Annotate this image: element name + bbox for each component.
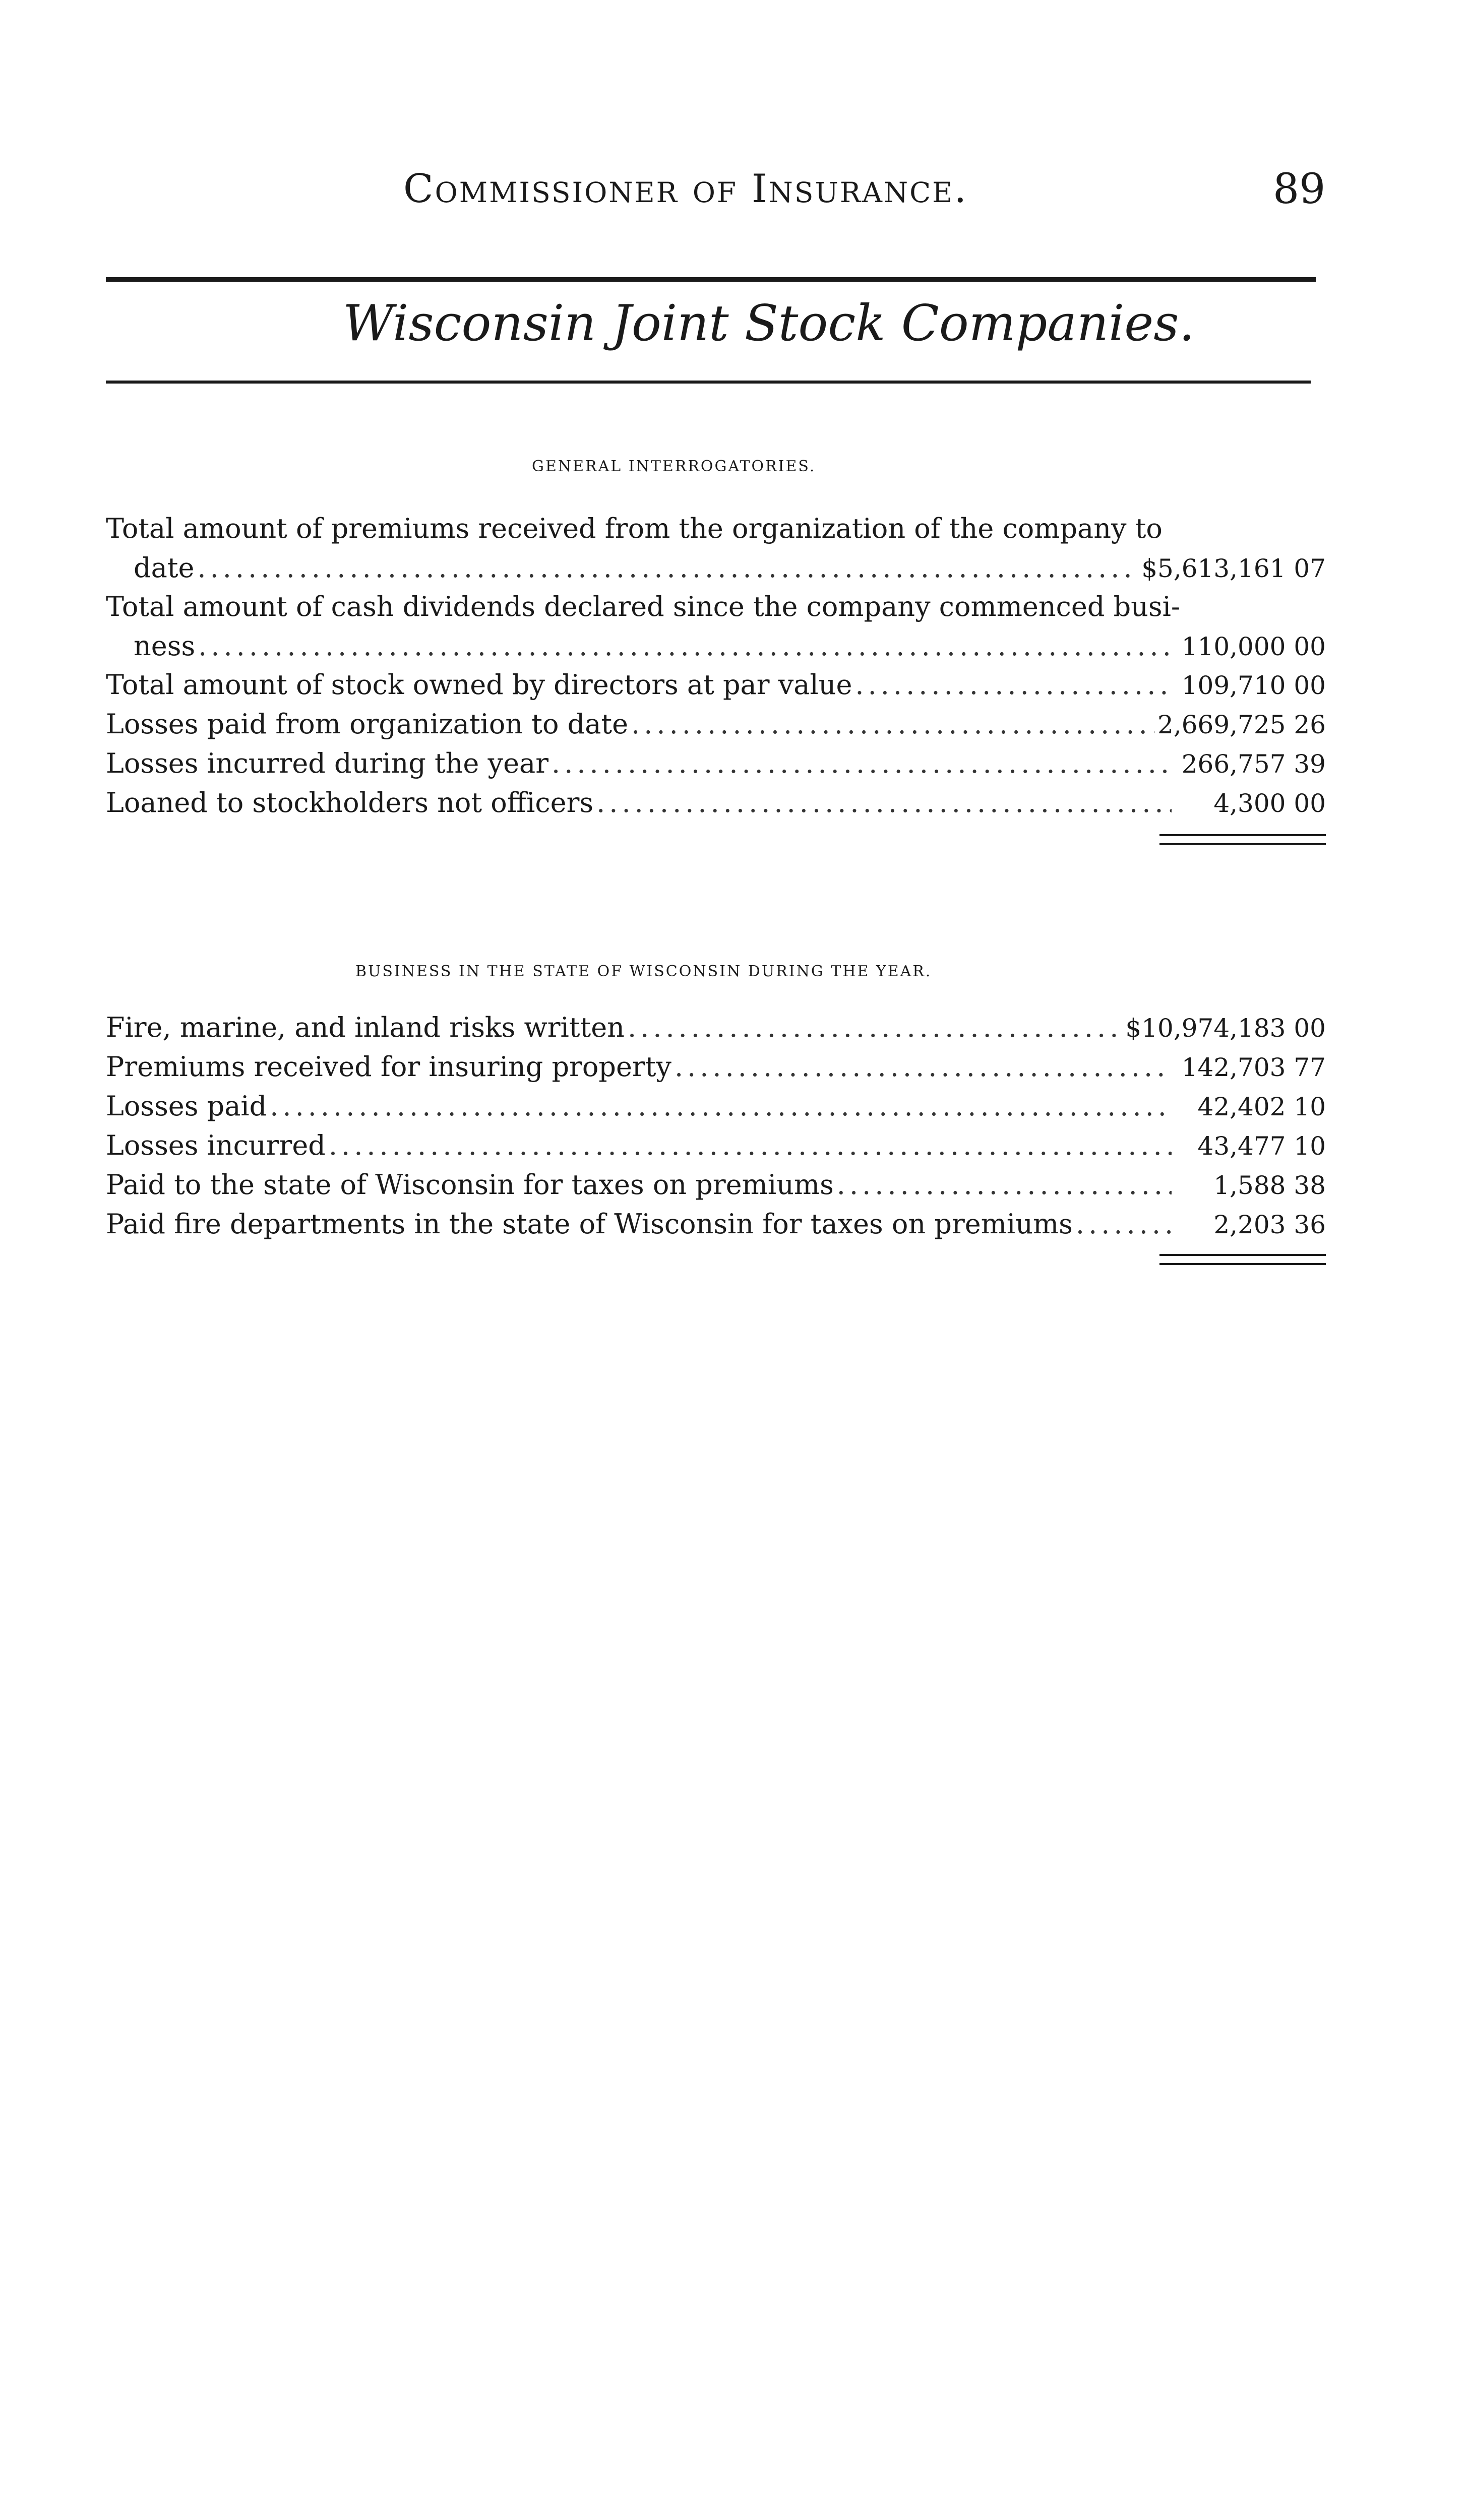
entry-amount: 4,300 00 [1213,789,1326,818]
entry-amount: 110,000 00 [1181,632,1326,661]
entry-label: Premiums received for insuring property [106,1051,671,1083]
entry-label: Paid fire departments in the state of Wisconsin for taxes on premiums [106,1208,1073,1240]
dot-leader [552,744,1172,783]
dot-leader [198,626,1172,666]
entry-amount: $10,974,183 00 [1125,1014,1326,1043]
bw-entry-losses-paid [106,1087,1326,1126]
dot-leader [675,1047,1172,1087]
entry-label: Losses paid [106,1090,267,1122]
entry-label: Losses incurred during the year [106,747,549,779]
gi-entry-premiums-received [106,509,1326,588]
dot-leader [270,1087,1172,1126]
gi-entry-stock-owned-by-directors [106,665,1326,705]
entry-amount: 1,588 38 [1213,1171,1326,1200]
entry-label: Losses incurred [106,1129,326,1161]
entry-amount: 142,703 77 [1181,1053,1326,1082]
title-underline-rule [106,381,1311,384]
entry-label-line1: Total amount of premiums received from the organization of the company to [106,513,1163,544]
entry-amount: 2,203 36 [1213,1210,1326,1239]
entry-label: Paid to the state of Wisconsin for taxes on premiums [106,1169,834,1201]
entry-amount: 42,402 10 [1197,1092,1326,1121]
entry-label-line2: ness [134,630,196,662]
business-in-wisconsin-heading: BUSINESS IN THE STATE OF WISCONSIN DURING THE YEAR. [355,963,932,980]
dot-leader [596,783,1172,823]
bw-entry-taxes-to-fire-departments [106,1205,1326,1244]
total-double-rule [1159,834,1326,845]
dot-leader [628,1008,1122,1047]
dot-leader [329,1126,1172,1165]
entry-amount: 266,757 39 [1181,749,1326,779]
dot-leader [837,1165,1172,1205]
dot-leader [197,548,1138,588]
entry-label: Losses paid from organization to date [106,708,629,740]
section-title: Wisconsin Joint Stock Companies. [343,295,1195,352]
dot-leader [631,705,1154,744]
entry-label-line2: date [134,552,195,584]
entry-label: Fire, marine, and inland risks written [106,1012,625,1043]
running-head-title: Commissioner of Insurance. [403,166,968,212]
entry-amount: 43,477 10 [1197,1131,1326,1161]
gi-entry-losses-paid-to-date [106,705,1326,744]
entry-amount: $5,613,161 07 [1141,554,1326,583]
top-rule [106,277,1316,282]
general-interrogatories-heading: GENERAL INTERROGATORIES. [532,458,816,475]
bw-entry-premiums-received [106,1047,1326,1087]
entry-label: Loaned to stockholders not officers [106,787,594,818]
page-number: 89 [1273,165,1326,213]
entry-amount: 109,710 00 [1181,671,1326,700]
dot-leader [1076,1205,1172,1244]
total-double-rule [1159,1254,1326,1265]
bw-entry-losses-incurred [106,1126,1326,1166]
dot-leader [855,665,1172,705]
bw-entry-taxes-to-state [106,1165,1326,1205]
entry-label-line1: Total amount of cash dividends declared since the company commenced busi- [106,591,1181,622]
bw-entry-risks-written [106,1008,1326,1048]
entry-amount: 2,669,725 26 [1157,710,1326,739]
entry-label: Total amount of stock owned by directors at par value [106,669,852,701]
gi-entry-cash-dividends [106,587,1326,666]
gi-entry-loaned-to-stockholders [106,783,1326,823]
gi-entry-losses-incurred-year [106,744,1326,784]
